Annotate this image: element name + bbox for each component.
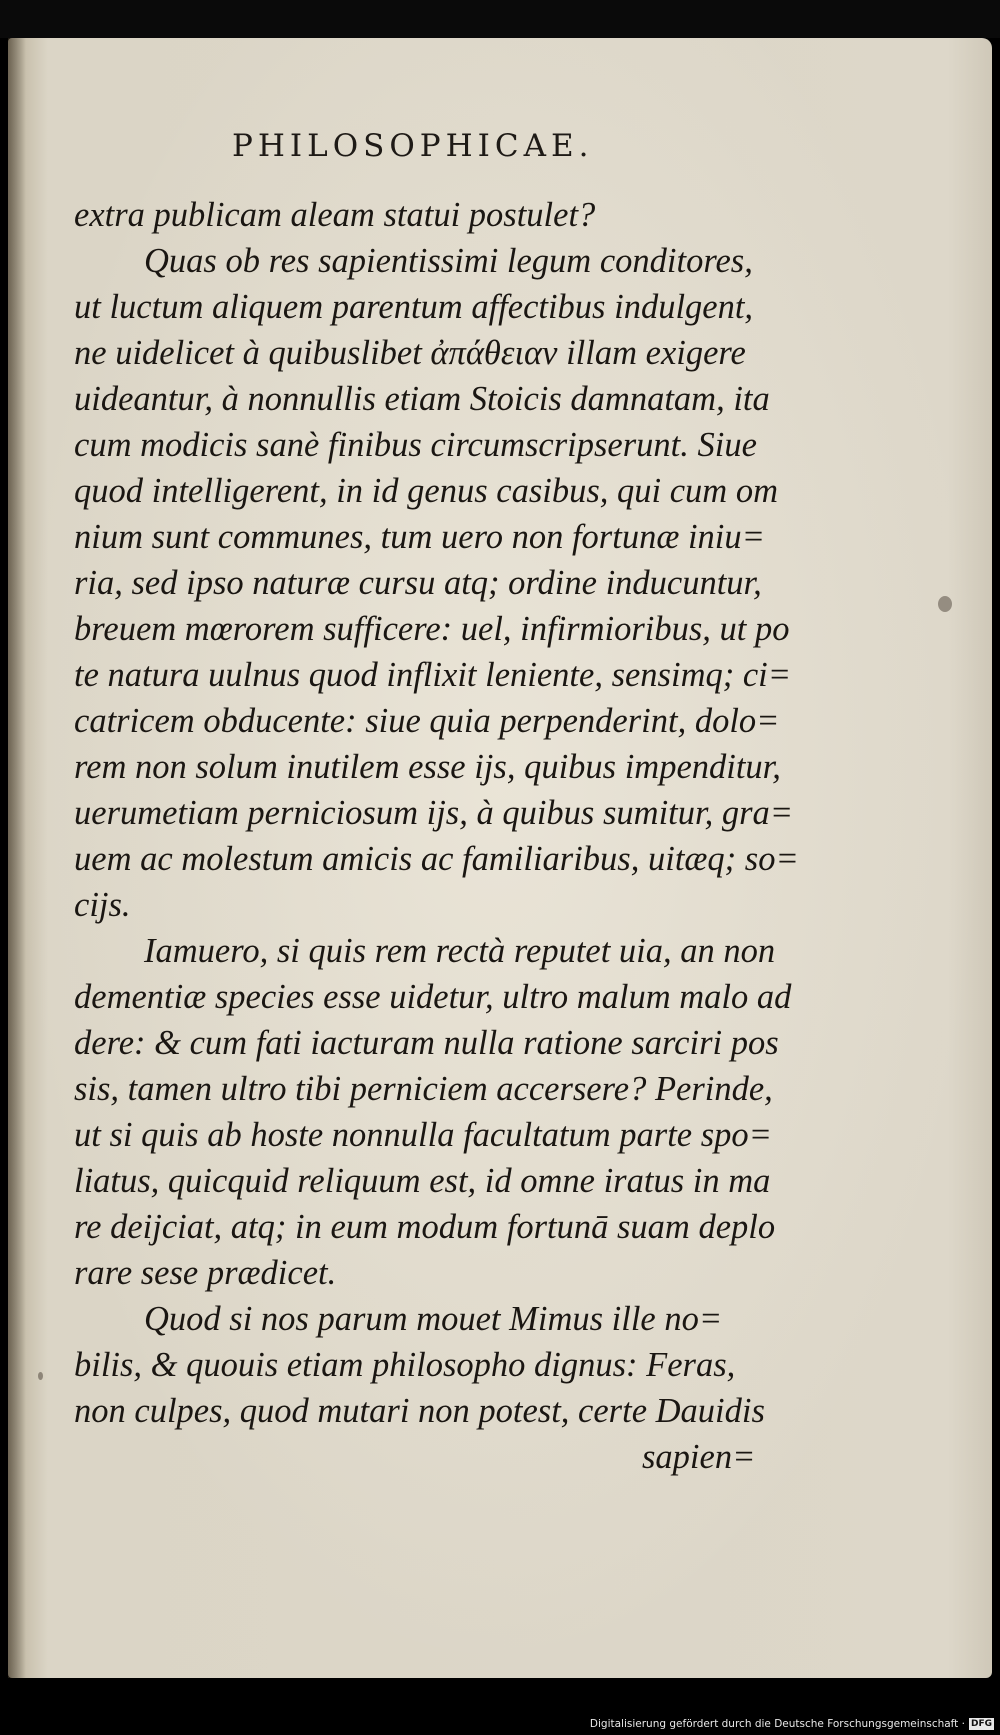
text-line: dementiæ species esse uidetur, ultro malum malo ad [74, 978, 792, 1016]
text-line: rem non solum inutilem esse ijs, quibus impenditur, [74, 748, 781, 786]
text-line: liatus, quicquid reliquum est, id omne iratus in ma [74, 1162, 771, 1200]
text-line: breuem mœrorem sufficere: uel, infirmioribus, ut po [74, 610, 790, 648]
page-stain [938, 596, 952, 612]
scan-top-border [0, 0, 1000, 38]
text-line: Iamuero, si quis rem rectà reputet uia, an non [144, 932, 776, 970]
text-line: uem ac molestum amicis ac familiaribus, uitæq; so= [74, 840, 799, 878]
text-line: te natura uulnus quod inflixit leniente, sensimq; ci= [74, 656, 792, 694]
dfg-logo: DFG [970, 1719, 992, 1729]
credit-text: Digitalisierung gefördert durch die Deutsche Forschungsgemeinschaft · [589, 1718, 965, 1730]
running-header: PHILOSOPHICAE. [232, 128, 594, 164]
text-line: ut luctum aliquem parentum affectibus indulgent, [74, 288, 754, 326]
text-line: ria, sed ipso naturæ cursu atq; ordine inducuntur, [74, 564, 762, 602]
page-gutter-shadow [8, 38, 26, 1678]
page-text [74, 192, 799, 1480]
text-line: catricem obducente: siue quia perpenderint, dolo= [74, 702, 780, 740]
text-line: Quas ob res sapientissimi legum conditores, [144, 242, 753, 280]
text-line: Quod si nos parum mouet Mimus ille no= [144, 1300, 723, 1338]
text-line: sis, tamen ultro tibi perniciem accersere? Perinde, [74, 1070, 773, 1108]
digitization-credit [590, 1718, 994, 1730]
text-line: quod intelligerent, in id genus casibus, qui cum om [74, 472, 778, 510]
text-line: rare sese prædicet. [74, 1254, 337, 1292]
text-line: extra publicam aleam statui postulet? [74, 196, 596, 234]
text-line: ne uidelicet à quibuslibet ἀπάθειαν illam exigere [74, 334, 746, 372]
page-stain-small [38, 1372, 43, 1380]
text-line: uerumetiam perniciosum ijs, à quibus sumitur, gra= [74, 794, 794, 832]
catchword: sapien= [642, 1438, 756, 1476]
text-line: cum modicis sanè finibus circumscripserunt. Siue [74, 426, 757, 464]
text-line: cijs. [74, 886, 131, 924]
text-line: ut si quis ab hoste nonnulla facultatum parte spo= [74, 1116, 772, 1154]
text-line: uideantur, à nonnullis etiam Stoicis damnatam, ita [74, 380, 770, 418]
text-line: re deijciat, atq; in eum modum fortunā suam deplo [74, 1208, 776, 1246]
text-line: dere: & cum fati iacturam nulla ratione sarciri pos [74, 1024, 779, 1062]
text-line: nium sunt communes, tum uero non fortunæ iniu= [74, 518, 765, 556]
text-line: bilis, & quouis etiam philosopho dignus: Feras, [74, 1346, 736, 1384]
text-line: non culpes, quod mutari non potest, certe Dauidis [74, 1392, 765, 1430]
